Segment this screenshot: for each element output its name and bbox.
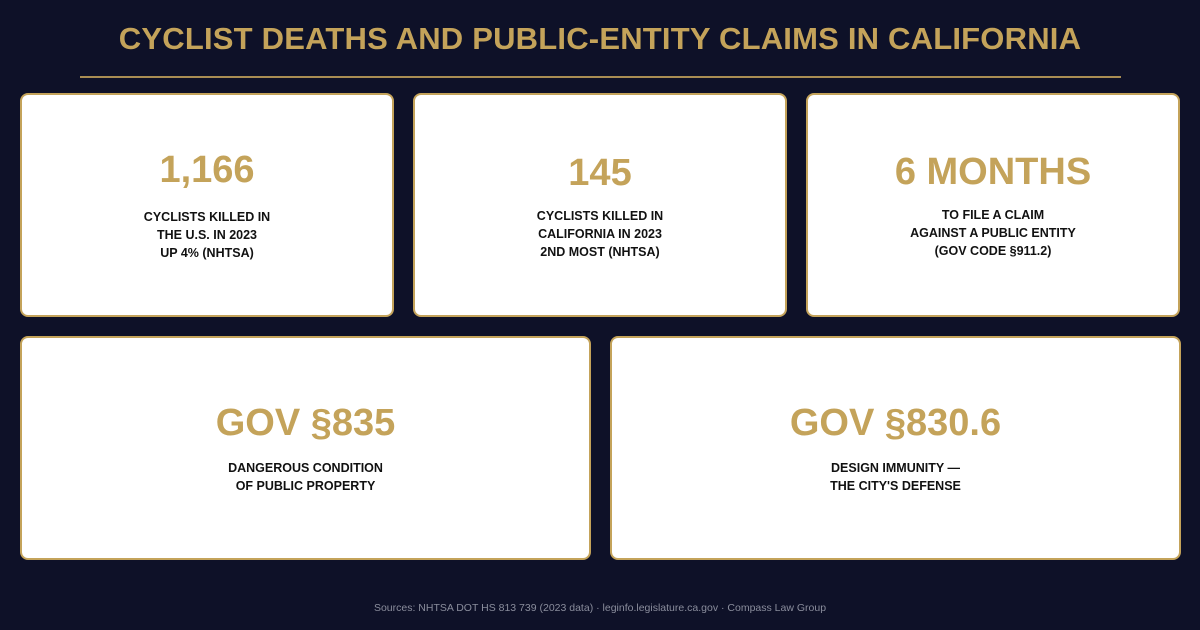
stat-description-line: AGAINST A PUBLIC ENTITY <box>910 226 1076 240</box>
stat-card-gov-830-6 <box>610 336 1181 560</box>
title-divider <box>80 76 1121 78</box>
stat-description-line: OF PUBLIC PROPERTY <box>235 479 376 493</box>
stat-description <box>537 207 663 261</box>
stat-description-line: THE CITY'S DEFENSE <box>830 479 961 493</box>
stat-description <box>910 206 1076 260</box>
stat-value: 6 MONTHS <box>894 151 1092 193</box>
stat-description-line: 2ND MOST (NHTSA) <box>540 245 660 259</box>
stat-description <box>144 208 270 262</box>
stat-card-claim-deadline <box>806 93 1180 317</box>
stat-value: 1,166 <box>159 149 255 191</box>
stat-value: 145 <box>568 152 632 194</box>
stat-card-us-cyclist-deaths <box>20 93 394 317</box>
page-title: CYCLIST DEATHS AND PUBLIC-ENTITY CLAIMS IN CALIFORNIA <box>118 21 1082 56</box>
stat-description-line: TO FILE A CLAIM <box>941 208 1045 222</box>
stat-description-line: DESIGN IMMUNITY — <box>831 461 960 475</box>
stat-value: GOV §835 <box>215 402 396 444</box>
stat-description <box>228 459 383 495</box>
stat-description <box>830 459 961 495</box>
stat-description-line: CALIFORNIA IN 2023 <box>538 227 662 241</box>
stat-description-line: (GOV CODE §911.2) <box>934 244 1052 258</box>
stat-card-california-cyclist-deaths <box>413 93 787 317</box>
stat-description-line: CYCLISTS KILLED IN <box>143 210 271 224</box>
stat-description-line: UP 4% (NHTSA) <box>160 246 254 260</box>
stat-description-line: DANGEROUS CONDITION <box>228 461 383 475</box>
stat-card-gov-835 <box>20 336 591 560</box>
stat-description-line: THE U.S. IN 2023 <box>156 228 258 242</box>
stat-value: GOV §830.6 <box>789 402 1002 444</box>
sources-footer: Sources: NHTSA DOT HS 813 739 (2023 data) · leginfo.legislature.ca.gov · Compass Law Group <box>373 602 827 614</box>
stat-description-line: CYCLISTS KILLED IN <box>536 209 664 223</box>
